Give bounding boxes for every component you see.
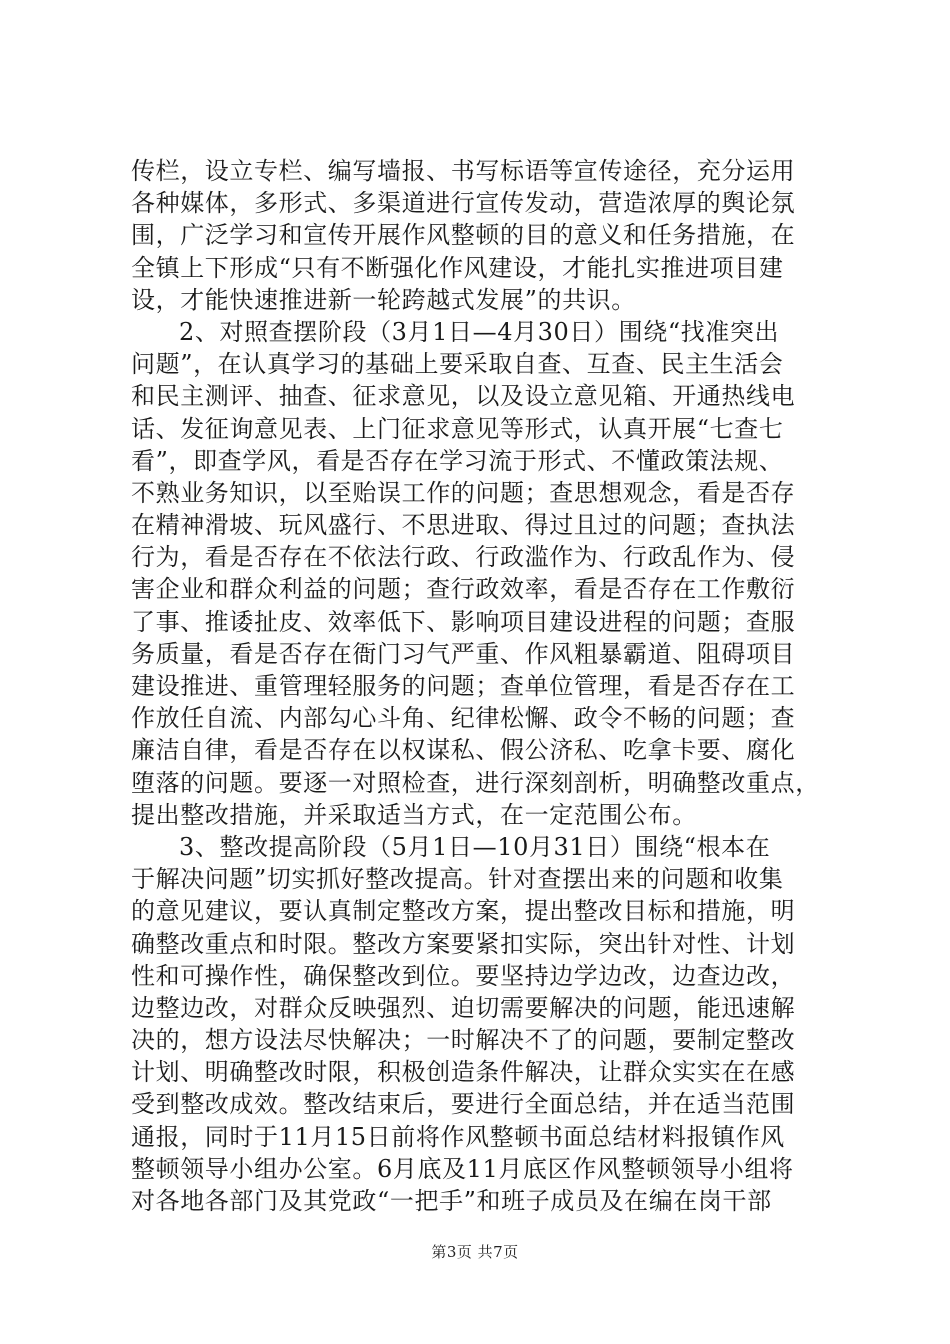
text-line: 了事、推诿扯皮、效率低下、影响项目建设进程的问题；查服 bbox=[131, 607, 796, 636]
text-line: 设，才能快速推进新一轮跨越式发展”的共识。 bbox=[131, 285, 636, 314]
text-line: 传栏，设立专栏、编写墙报、书写标语等宣传途径，充分运用 bbox=[131, 157, 796, 185]
text-line: 全镇上下形成“只有不断强化作风建设，才能扎实推进项目建 bbox=[131, 253, 784, 282]
document-body bbox=[131, 155, 831, 1217]
text-line: 的意见建议，要认真制定整改方案，提出整改目标和措施，明 bbox=[131, 897, 796, 926]
section-3-heading-line: 3、整改提高阶段（5月1日—10月31日）围绕“根本在 bbox=[179, 832, 771, 861]
text-line: 整顿领导小组办公室。6月底及11月底区作风整顿领导小组将 bbox=[131, 1154, 794, 1183]
text-line: 廉洁自律，看是否存在以权谋私、假公济私、吃拿卡要、腐化 bbox=[131, 736, 796, 765]
text-line: 决的，想方设法尽快解决；一时解决不了的问题，要制定整改 bbox=[131, 1026, 796, 1055]
text-line: 不熟业务知识，以至贻误工作的问题；查思想观念，看是否存 bbox=[131, 478, 796, 507]
text-line: 问题”，在认真学习的基础上要采取自查、互查、民主生活会 bbox=[131, 350, 784, 379]
text-line: 对各地各部门及其党政“一把手”和班子成员及在编在岗干部 bbox=[131, 1187, 772, 1215]
text-line: 边整边改，对群众反映强烈、迫切需要解决的问题，能迅速解 bbox=[131, 993, 796, 1022]
text-line: 话、发征询意见表、上门征求意见等形式，认真开展“七查七 bbox=[131, 414, 784, 443]
text-line: 作放任自流、内部勾心斗角、纪律松懈、政令不畅的问题；查 bbox=[131, 704, 796, 733]
text-line: 围，广泛学习和宣传开展作风整顿的目的意义和任务措施，在 bbox=[131, 221, 796, 250]
text-line: 建设推进、重管理轻服务的问题；查单位管理，看是否存在工 bbox=[131, 672, 796, 700]
text-line: 确整改重点和时限。整改方案要紧扣实际，突出针对性、计划 bbox=[131, 929, 796, 958]
text-line: 害企业和群众利益的问题；查行政效率，看是否存在工作敷衍 bbox=[131, 575, 796, 604]
text-line: 堕落的问题。要逐一对照检查，进行深刻剖析，明确整改重点， bbox=[131, 768, 820, 797]
page-number-footer: 第3页 共7页 bbox=[431, 1243, 519, 1261]
text-line: 看”，即查学风，看是否存在学习流于形式、不懂政策法规、 bbox=[131, 446, 784, 475]
text-line: 计划、明确整改时限，积极创造条件解决，让群众实实在在感 bbox=[131, 1058, 796, 1087]
text-line: 通报，同时于11月15日前将作风整顿书面总结材料报镇作风 bbox=[131, 1122, 785, 1151]
text-line: 性和可操作性，确保整改到位。要坚持边学边改，边查边改， bbox=[131, 961, 796, 990]
section-2-heading-line: 2、对照查摆阶段（3月1日—4月30日）围绕“找准突出 bbox=[179, 317, 780, 346]
text-line: 和民主测评、抽查、征求意见，以及设立意见箱、开通热线电 bbox=[131, 382, 796, 411]
text-line: 提出整改措施，并采取适当方式，在一定范围公布。 bbox=[131, 800, 697, 829]
text-line: 受到整改成效。整改结束后，要进行全面总结，并在适当范围 bbox=[131, 1090, 796, 1119]
text-line: 行为，看是否存在不依法行政、行政滥作为、行政乱作为、侵 bbox=[131, 543, 796, 572]
text-line: 各种媒体，多形式、多渠道进行宣传发动，营造浓厚的舆论氛 bbox=[131, 189, 796, 218]
text-line: 于解决问题”切实抓好整改提高。针对查摆出来的问题和收集 bbox=[131, 865, 784, 894]
text-line: 在精神滑坡、玩风盛行、不思进取、得过且过的问题；查执法 bbox=[131, 511, 796, 540]
text-line: 务质量，看是否存在衙门习气严重、作风粗暴霸道、阻碍项目 bbox=[131, 639, 796, 668]
